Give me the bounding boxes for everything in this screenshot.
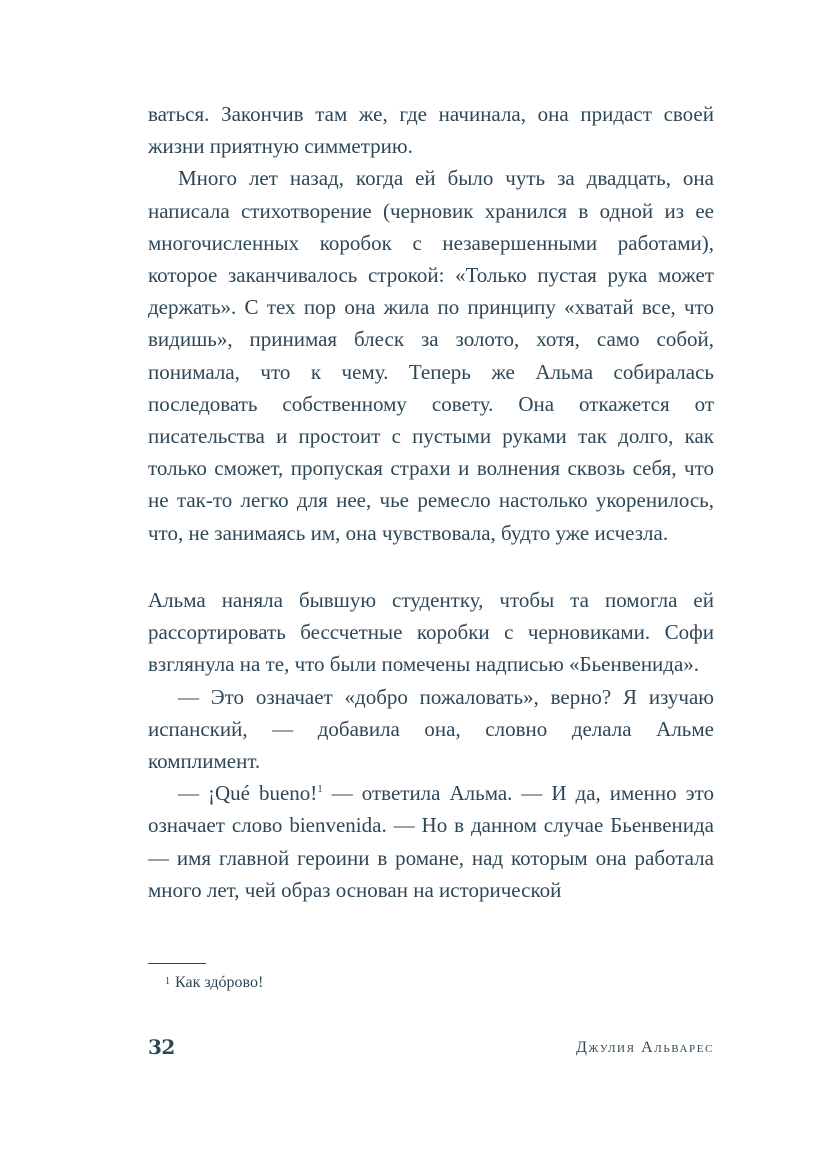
footnote [165, 971, 263, 994]
paragraph: Много лет назад, когда ей было чуть за двадцать, она написала стихотворение (черновик хранился в одной из ее многочисленных коробок с незавершенными работами), которое заканчивалось строкой: «Только пустая рука может держать». С тех пор она жила по принципу «хватай все, что видишь», принимая блеск за золото, хотя, само собой, понимала, что к чему. Теперь же Альма собиралась последовать собственному совету. Она откажется от писательства и простоит с пустыми руками так долго, как только сможет, пропуская страхи и волнения сквозь себя, что не так-то легко для нее, чье ремесло настолько укоренилось, что, не занимаясь им, она чувствовала, будто уже исчезла. [148, 166, 714, 545]
footnote-mark: 1 [165, 976, 170, 987]
page-number: 32 [148, 1035, 175, 1059]
paragraph: Альма наняла бывшую студентку, чтобы та помогла ей рассортировать бессчетные коробки с черновиками. Софи взглянула на те, что были помечены надписью «Бьенвенида». [148, 588, 714, 677]
text-block-top [148, 98, 714, 549]
paragraph-text-after-note: — ответила Альма. — И да, именно это означает слово bienvenida. — Но в данном случае Бьенвенида — имя главной героини в романе, над которым она работала много лет, чей образ основан на исторической [148, 781, 715, 902]
paragraph-with-footnote [148, 777, 714, 906]
footnote-divider [148, 963, 206, 964]
footnote-reference[interactable]: 1 [317, 783, 323, 796]
paragraph-text-before-note: — ¡Qué bueno! [178, 781, 318, 806]
footnote-text: Как здóрово! [175, 974, 264, 991]
text-block-bottom [148, 584, 714, 906]
paragraph: — Это означает «добро пожаловать», верно? Я изучаю испанский, — добавила она, словно делала Альме комплимент. [148, 684, 714, 774]
running-head-author: Джулия Альварес [576, 1039, 714, 1056]
paragraph: ваться. Закончив там же, где начинала, она придаст своей жизни приятную симметрию. [148, 102, 714, 159]
